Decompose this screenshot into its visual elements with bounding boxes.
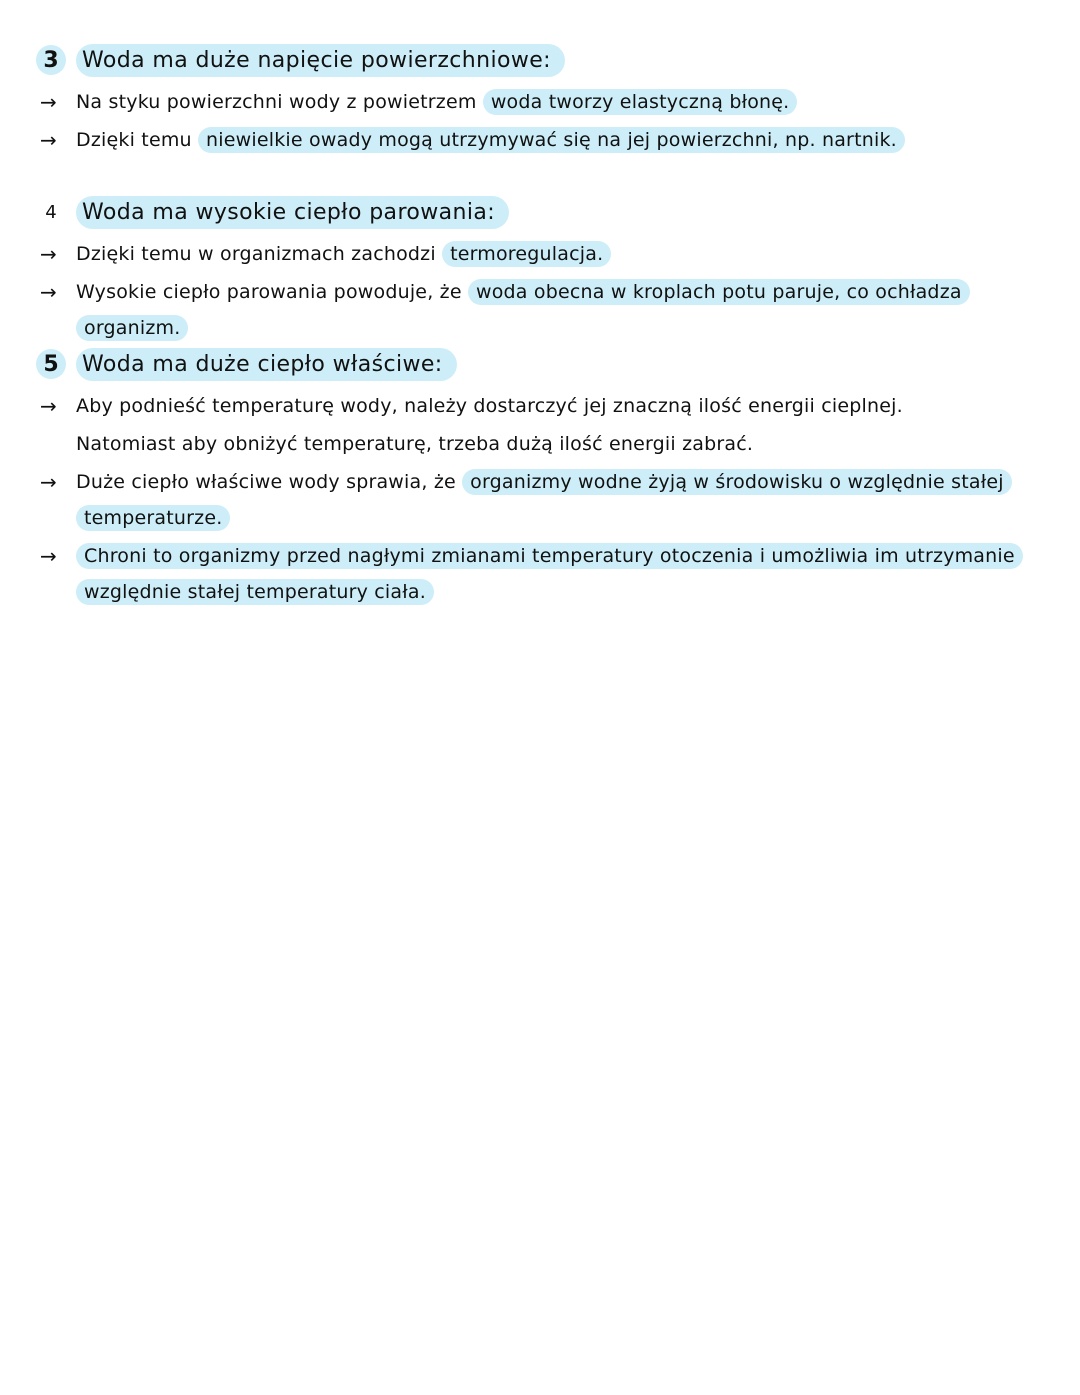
bullet-highlight: termoregulacja. bbox=[442, 241, 611, 267]
arrow-right-icon: → bbox=[40, 470, 57, 494]
bullet-plain: Duże ciepło właściwe wody sprawia, że bbox=[76, 471, 463, 493]
bullet-text bbox=[76, 122, 1066, 158]
bullet-plain: Dzięki temu w organizmach zachodzi bbox=[76, 243, 443, 265]
bullet-text bbox=[76, 464, 1066, 536]
bullet-line bbox=[36, 84, 1066, 120]
section-heading bbox=[36, 38, 1066, 82]
section-4 bbox=[36, 190, 1066, 346]
arrow-right-icon: → bbox=[40, 544, 57, 568]
bullet-plain: Dzięki temu bbox=[76, 129, 199, 151]
bullet-plain: Na styku powierzchni wody z powietrzem bbox=[76, 91, 483, 113]
bullet-highlight: niewielkie owady mogą utrzymywać się na jej powierzchni, np. nartnik. bbox=[198, 127, 905, 153]
bullet-text bbox=[76, 84, 1066, 120]
bullet-line bbox=[36, 538, 1066, 610]
section-3 bbox=[36, 38, 1066, 158]
bullet-highlight: Chroni to organizmy przed nagłymi zmianami temperatury otoczenia i umożliwia im utrzymanie względnie stałej temperatury ciała. bbox=[76, 543, 1023, 605]
bullet-plain: Aby podnieść temperaturę wody, należy dostarczyć jej znaczną ilość energii cieplnej. bbox=[76, 395, 903, 417]
section-number: 5 bbox=[36, 349, 66, 379]
bullet-highlight: woda tworzy elastyczną błonę. bbox=[483, 89, 798, 115]
bullet-highlight: woda obecna w kroplach potu paruje, co ochładza organizm. bbox=[76, 279, 970, 341]
arrow-right-icon: → bbox=[40, 280, 57, 304]
arrow-right-icon: → bbox=[40, 394, 57, 418]
arrow-right-icon: → bbox=[40, 128, 57, 152]
bullet-text bbox=[76, 388, 1066, 424]
bullet-text bbox=[76, 538, 1066, 610]
bullet-line bbox=[36, 274, 1066, 346]
section-heading bbox=[36, 342, 1066, 386]
bullet-highlight: organizmy wodne żyją w środowisku o względnie stałej temperaturze. bbox=[76, 469, 1012, 531]
bullet-line bbox=[36, 388, 1066, 424]
bullet-plain: Wysokie ciepło parowania powoduje, że bbox=[76, 281, 468, 303]
arrow-right-icon: → bbox=[40, 90, 57, 114]
bullet-text bbox=[76, 274, 1066, 346]
bullet-line bbox=[36, 464, 1066, 536]
section-title: Woda ma duże ciepło właściwe: bbox=[76, 348, 457, 381]
section-title: Woda ma wysokie ciepło parowania: bbox=[76, 196, 509, 229]
bullet-line bbox=[36, 122, 1066, 158]
section-number: 3 bbox=[36, 45, 66, 75]
bullet-continuation-text: Natomiast aby obniżyć temperaturę, trzeba dużą ilość energii zabrać. bbox=[76, 433, 754, 455]
arrow-right-icon: → bbox=[40, 242, 57, 266]
section-number: 4 bbox=[45, 201, 57, 223]
bullet-line bbox=[36, 236, 1066, 272]
bullet-text bbox=[76, 236, 1066, 272]
section-5 bbox=[36, 342, 1066, 610]
section-heading bbox=[36, 190, 1066, 234]
section-title: Woda ma duże napięcie powierzchniowe: bbox=[76, 44, 565, 77]
bullet-continuation bbox=[36, 426, 1066, 462]
